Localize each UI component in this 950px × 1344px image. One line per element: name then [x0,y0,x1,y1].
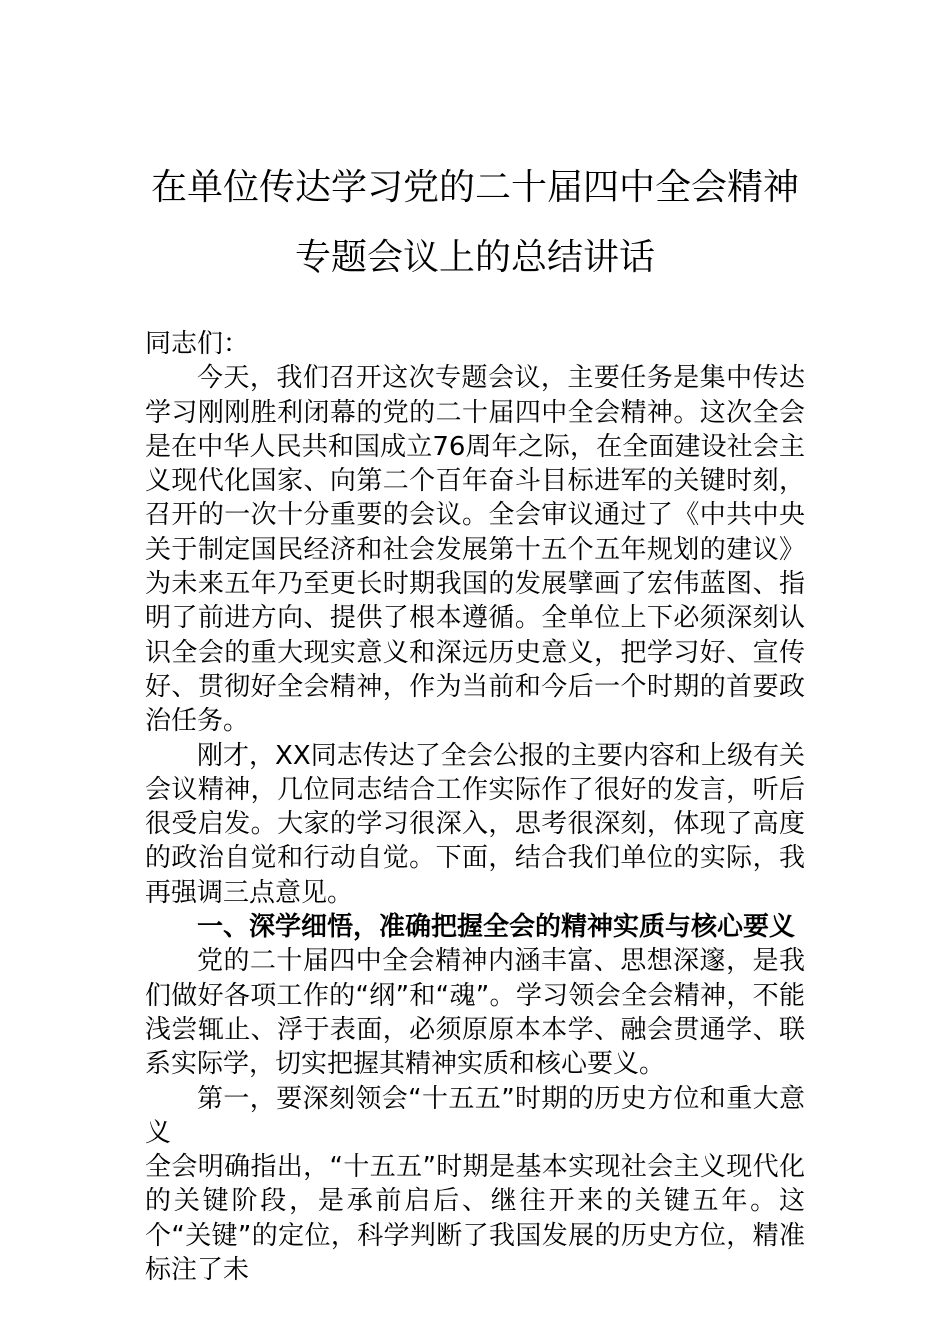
body-paragraph-2: 刚才，XX同志传达了全会公报的主要内容和上级有关会议精神，几位同志结合工作实际作了很好的发言，听后很受启发。大家的学习很深入，思考很深刻，体现了高度的政治自觉和行动自觉。下面，结合我们单位的实际，我再强调三点意见。 [145,740,805,908]
section-paragraph-1: 党的二十届四中全会精神内涵丰富、思想深邃，是我们做好各项工作的“纲”和“魂”。学习领会全会精神，不能浅尝辄止、浮于表面，必须原原本本学、融会贯通学、联系实际学，切实把握其精神实质和核心要义。 [145,946,805,1080]
document-title-line-2: 专题会议上的总结讲话 [294,237,655,278]
subheading-1-paragraph: 全会明确指出，“十五五”时期是基本实现社会主义现代化的关键阶段，是承前启后、继往开来的关键五年。这个“关键”的定位，科学判断了我国发展的历史方位，精准标注了未 [145,1152,805,1286]
salutation: 同志们： [145,329,250,359]
subheading-1: 第一，要深刻领会“十五五”时期的历史方位和重大意义 [145,1083,805,1148]
document-title-line-1: 在单位传达学习党的二十届四中全会精神 [150,167,799,208]
section-heading-1: 一、深学细悟，准确把握全会的精神实质与核心要义 [197,912,796,943]
body-paragraph-1: 今天，我们召开这次专题会议，主要任务是集中传达学习刚刚胜利闭幕的党的二十届四中全会精神。这次全会是在中华人民共和国成立76周年之际，在全面建设社会主义现代化国家、向第二个百年奋斗目标进军的关键时刻，召开的一次十分重要的会议。全会审议通过了《中共中央关于制定国民经济和社会发展第十五个五年规划的建议》为未来五年乃至更长时期我国的发展擘画了宏伟蓝图、指明了前进方向、提供了根本遵循。全单位上下必须深刻认识全会的重大现实意义和深远历史意义，把学习好、宣传好、贯彻好全会精神，作为当前和今后一个时期的首要政治任务。 [145,363,805,737]
document-body [145,327,805,1286]
